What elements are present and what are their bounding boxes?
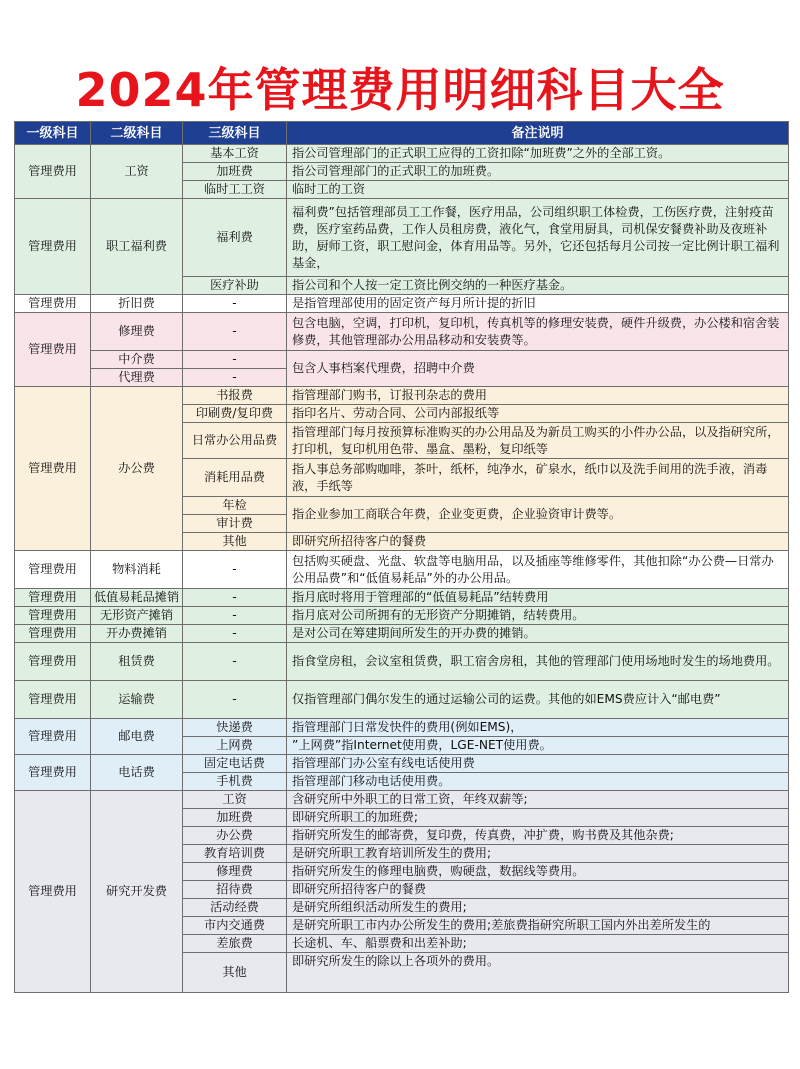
note-cell: 长途机、车、船票费和出差补助; — [287, 935, 789, 953]
table-row — [15, 351, 789, 369]
note-cell: 是研究所职工市内办公所发生的费用;差旅费指研究所职工国内外出差所发生的 — [287, 917, 789, 935]
level3-cell: 修理费 — [183, 863, 287, 881]
level3-cell: 加班费 — [183, 809, 287, 827]
level1-cell: 管理费用 — [15, 387, 91, 551]
level1-cell: 管理费用 — [15, 625, 91, 643]
level3-cell: 固定电话费 — [183, 755, 287, 773]
table-row — [15, 387, 789, 405]
level3-cell: - — [183, 643, 287, 681]
header-notes: 备注说明 — [287, 122, 789, 145]
level3-cell: 书报费 — [183, 387, 287, 405]
note-cell: 指印名片、劳动合同、公司内部报纸等 — [287, 405, 789, 423]
note-cell: 指管理部门购书，订报刊杂志的费用 — [287, 387, 789, 405]
level3-cell: - — [183, 369, 287, 387]
level2-cell: 办公费 — [91, 387, 183, 551]
level2-cell: 中介费 — [91, 351, 183, 369]
note-cell: 是研究所组织活动所发生的费用; — [287, 899, 789, 917]
note-cell: 指管理部门每月按预算标准购买的办公用品及为新员工购买的小件办公品，以及指研究所，打印机，复印机用色带、墨盒、墨粉，复印纸等 — [287, 423, 789, 459]
note-cell: 指公司和个人按一定工资比例交纳的一种医疗基金。 — [287, 277, 789, 295]
level3-cell: - — [183, 681, 287, 719]
table-row — [15, 313, 789, 351]
level3-cell: - — [183, 295, 287, 313]
level3-cell: 福利费 — [183, 199, 287, 277]
note-cell: 指月底对公司所拥有的无形资产分期摊销，结转费用。 — [287, 607, 789, 625]
level2-cell: 无形资产摊销 — [91, 607, 183, 625]
table-row — [15, 551, 789, 589]
level3-cell: 工资 — [183, 791, 287, 809]
level3-cell: 年检 — [183, 497, 287, 515]
level3-cell: 加班费 — [183, 163, 287, 181]
note-cell: 临时工的工资 — [287, 181, 789, 199]
level3-cell: - — [183, 351, 287, 369]
level2-cell: 工资 — [91, 145, 183, 199]
level3-cell: 日常办公用品费 — [183, 423, 287, 459]
note-cell: 福利费”包括管理部员工工作餐，医疗用品，公司组织职工体检费，工伤医疗费，注射疫苗费，医疗室药品费，工作人员租房费，液化气，食堂用厨具，司机保安餐费补助及夜班补助，厨师工资，职工慰问金，体育用品等。另外，它还包括每月公司按一定比例计职工福利基金， — [287, 199, 789, 277]
level1-cell: 管理费用 — [15, 199, 91, 295]
level2-cell: 租赁费 — [91, 643, 183, 681]
note-cell: 包括购买硬盘、光盘、软盘等电脑用品，以及插座等维修零件，其他扣除“办公费—日常办公用品费”和“低值易耗品”外的办公用品。 — [287, 551, 789, 589]
level3-cell: 医疗补助 — [183, 277, 287, 295]
note-cell: 即研究所发生的除以上各项外的费用。 — [287, 953, 789, 993]
level2-cell: 低值易耗品摊销 — [91, 589, 183, 607]
header-level2: 二级科目 — [91, 122, 183, 145]
note-cell: ”上网费”指Internet使用费，LGE-NET使用费。 — [287, 737, 789, 755]
header-level3: 三级科目 — [183, 122, 287, 145]
note-cell: 指公司管理部门的正式职工的加班费。 — [287, 163, 789, 181]
level3-cell: 快递费 — [183, 719, 287, 737]
note-cell: 即研究所职工的加班费; — [287, 809, 789, 827]
note-cell: 指公司管理部门的正式职工应得的工资扣除“加班费”之外的全部工资。 — [287, 145, 789, 163]
level3-cell: - — [183, 589, 287, 607]
level2-cell: 职工福利费 — [91, 199, 183, 295]
table-row — [15, 681, 789, 719]
note-cell: 指企业参加工商联合年费，企业变更费，企业验资审计费等。 — [287, 497, 789, 533]
note-cell: 指管理部门日常发快件的费用(例如EMS)， — [287, 719, 789, 737]
level3-cell: - — [183, 625, 287, 643]
level3-cell: - — [183, 551, 287, 589]
table-row — [15, 755, 789, 773]
level3-cell: 临时工工资 — [183, 181, 287, 199]
level2-cell: 电话费 — [91, 755, 183, 791]
level1-cell: 管理费用 — [15, 145, 91, 199]
table-row — [15, 199, 789, 277]
note-cell: 指研究所发生的修理电脑费，购硬盘，数据线等费用。 — [287, 863, 789, 881]
level3-cell: 审计费 — [183, 515, 287, 533]
level3-cell: - — [183, 313, 287, 351]
note-cell: 指月底时将用于管理部的“低值易耗品”结转费用 — [287, 589, 789, 607]
table-header — [15, 122, 789, 145]
level2-cell: 开办费摊销 — [91, 625, 183, 643]
note-cell: 含研究所中外职工的日常工资，年终双薪等; — [287, 791, 789, 809]
table-row — [15, 791, 789, 809]
note-cell: 是指管理部使用的固定资产每月所计提的折旧 — [287, 295, 789, 313]
level1-cell: 管理费用 — [15, 313, 91, 387]
note-cell: 指人事总务部购咖啡，茶叶，纸杯，纯净水，矿泉水，纸巾以及洗手间用的洗手液，消毒液，手纸等 — [287, 459, 789, 497]
header-level1: 一级科目 — [15, 122, 91, 145]
note-cell: 指研究所发生的邮寄费，复印费，传真费，冲扩费，购书费及其他杂费; — [287, 827, 789, 845]
table-row — [15, 643, 789, 681]
level3-cell: 教育培训费 — [183, 845, 287, 863]
expense-table — [14, 121, 789, 993]
note-cell: 指管理部门办公室有线电话使用费 — [287, 755, 789, 773]
note-cell: 包含人事档案代理费，招聘中介费 — [287, 351, 789, 387]
level2-cell: 折旧费 — [91, 295, 183, 313]
level2-cell: 修理费 — [91, 313, 183, 351]
level1-cell: 管理费用 — [15, 719, 91, 755]
level1-cell: 管理费用 — [15, 607, 91, 625]
note-cell: 指食堂房租，会议室租赁费，职工宿舍房租，其他的管理部门使用场地时发生的场地费用。 — [287, 643, 789, 681]
note-cell: 即研究所招待客户的餐费 — [287, 533, 789, 551]
note-cell: 仅指管理部门偶尔发生的通过运输公司的运费。其他的如EMS费应计入“邮电费” — [287, 681, 789, 719]
level3-cell: 基本工资 — [183, 145, 287, 163]
note-cell: 即研究所招待客户的餐费 — [287, 881, 789, 899]
table-row — [15, 145, 789, 163]
level3-cell: 差旅费 — [183, 935, 287, 953]
level3-cell: 印刷费/复印费 — [183, 405, 287, 423]
note-cell: 指管理部门移动电话使用费。 — [287, 773, 789, 791]
level2-cell: 代理费 — [91, 369, 183, 387]
page-title: 2024年管理费用明细科目大全 — [75, 63, 725, 117]
note-cell: 是对公司在筹建期间所发生的开办费的摊销。 — [287, 625, 789, 643]
level1-cell: 管理费用 — [15, 681, 91, 719]
level2-cell: 邮电费 — [91, 719, 183, 755]
level3-cell: - — [183, 607, 287, 625]
level3-cell: 消耗用品费 — [183, 459, 287, 497]
level1-cell: 管理费用 — [15, 551, 91, 589]
level3-cell: 其他 — [183, 533, 287, 551]
level1-cell: 管理费用 — [15, 295, 91, 313]
level3-cell: 市内交通费 — [183, 917, 287, 935]
level3-cell: 上网费 — [183, 737, 287, 755]
level3-cell: 手机费 — [183, 773, 287, 791]
level2-cell: 物料消耗 — [91, 551, 183, 589]
note-cell: 是研究所职工教育培训所发生的费用; — [287, 845, 789, 863]
level2-cell: 运输费 — [91, 681, 183, 719]
level3-cell: 办公费 — [183, 827, 287, 845]
table-row — [15, 607, 789, 625]
level1-cell: 管理费用 — [15, 643, 91, 681]
level2-cell: 研究开发费 — [91, 791, 183, 993]
level3-cell: 其他 — [183, 953, 287, 993]
table-row — [15, 719, 789, 737]
table-row — [15, 589, 789, 607]
table-row — [15, 625, 789, 643]
table-row — [15, 295, 789, 313]
level1-cell: 管理费用 — [15, 589, 91, 607]
level3-cell: 招待费 — [183, 881, 287, 899]
note-cell: 包含电脑，空调，打印机，复印机，传真机等的修理安装费，硬件升级费，办公楼和宿舍装修费，其他管理部办公用品移动和安装费等。 — [287, 313, 789, 351]
level3-cell: 活动经费 — [183, 899, 287, 917]
level1-cell: 管理费用 — [15, 791, 91, 993]
level1-cell: 管理费用 — [15, 755, 91, 791]
